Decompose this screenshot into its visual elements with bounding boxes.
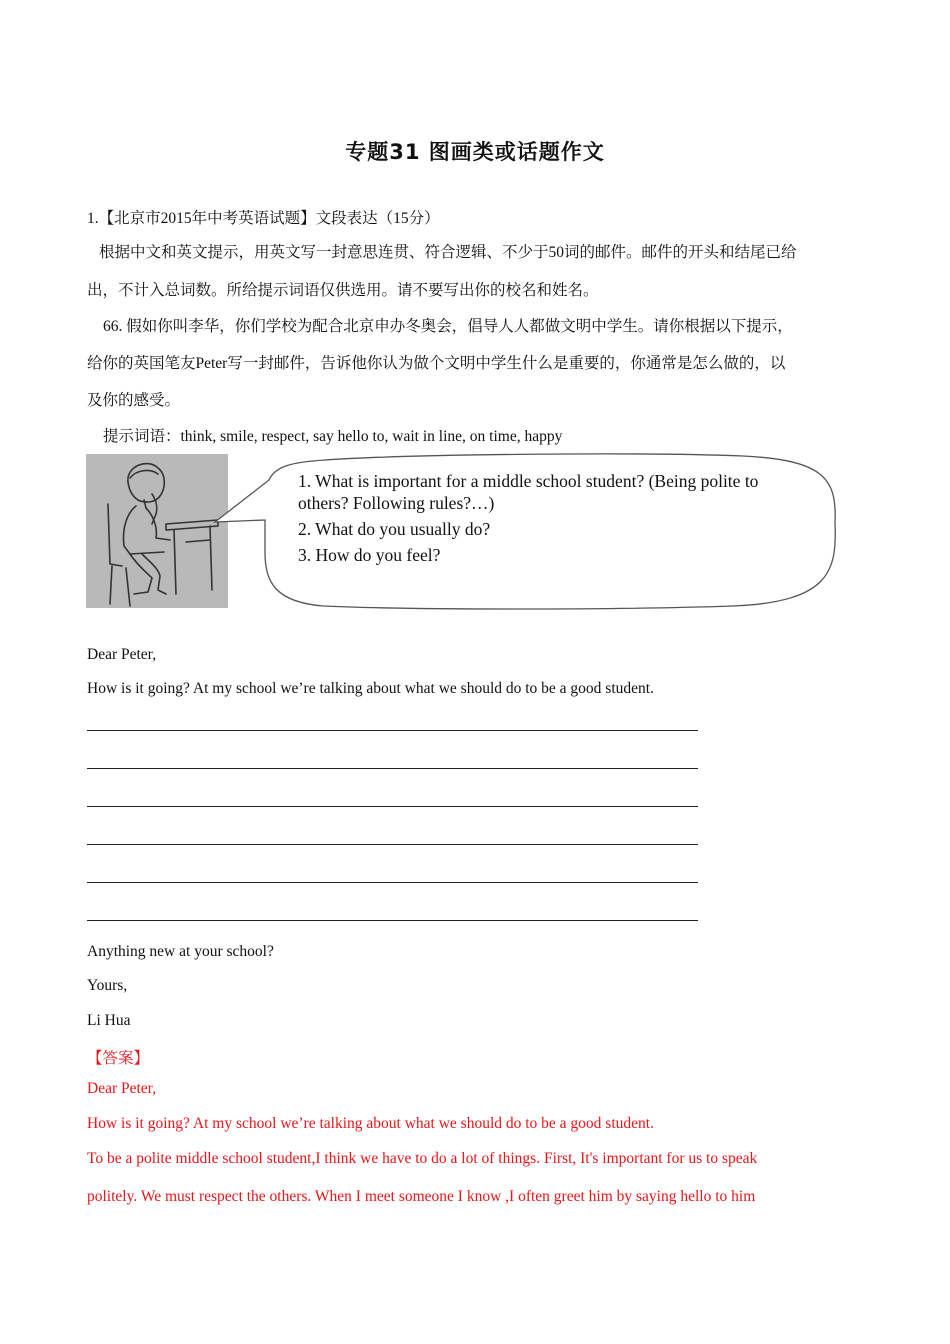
bubble-question-3: 3. How do you feel? (298, 545, 441, 565)
letter-closing-question: Anything new at your school? (87, 943, 274, 960)
bubble-question-1-line-1: 1. What is important for a middle school student? (Being polite to (298, 471, 759, 491)
letter-greeting: Dear Peter, (87, 646, 157, 663)
page-title: 专题31 图画类或话题作文 (345, 140, 605, 164)
answer-line-3: politely. We must respect the others. When I meet someone I know ,I often greet him by saying hello to him (87, 1188, 756, 1205)
writing-line (87, 882, 698, 883)
letter-name: Li Hua (87, 1012, 131, 1029)
writing-line (87, 844, 698, 845)
writing-line (87, 730, 698, 731)
question-header: 1.【北京市2015年中考英语试题】文段表达（15分） (87, 210, 440, 227)
task-line-1: 66. 假如你叫李华，你们学校为配合北京申办冬奥会，倡导人人都做文明中学生。请你根据以下提示， (103, 318, 793, 335)
task-line-3: 及你的感受。 (87, 392, 181, 409)
letter-signoff: Yours, (87, 977, 128, 994)
writing-line (87, 768, 698, 769)
answer-line-2: To be a polite middle school student,I think we have to do a lot of things. First, It's important for us to speak (87, 1150, 758, 1167)
bubble-question-1-line-2: others? Following rules?…) (298, 493, 495, 513)
student-sketch-image (86, 454, 228, 608)
hint-words: 提示词语：think, smile, respect, say hello to, wait in line, on time, happy (103, 428, 563, 445)
answer-label: 【答案】 (87, 1050, 150, 1067)
answer-line-1: How is it going? At my school we’re talking about what we should do to be a good student. (87, 1115, 654, 1132)
writing-line (87, 920, 698, 921)
instruction-line-2: 出，不计入总词数。所给提示词语仅供选用。请不要写出你的校名和姓名。 (87, 282, 599, 299)
writing-line (87, 806, 698, 807)
bubble-question-2: 2. What do you usually do? (298, 519, 491, 539)
letter-opening: How is it going? At my school we’re talking about what we should do to be a good student. (87, 680, 654, 697)
answer-greeting: Dear Peter, (87, 1080, 157, 1097)
instruction-line-1: 根据中文和英文提示，用英文写一封意思连贯、符合逻辑、不少于50词的邮件。邮件的开头和结尾已给 (99, 244, 797, 261)
task-line-2: 给你的英国笔友Peter写一封邮件，告诉他你认为做个文明中学生什么是重要的，你通常是怎么做的，以 (87, 355, 786, 372)
